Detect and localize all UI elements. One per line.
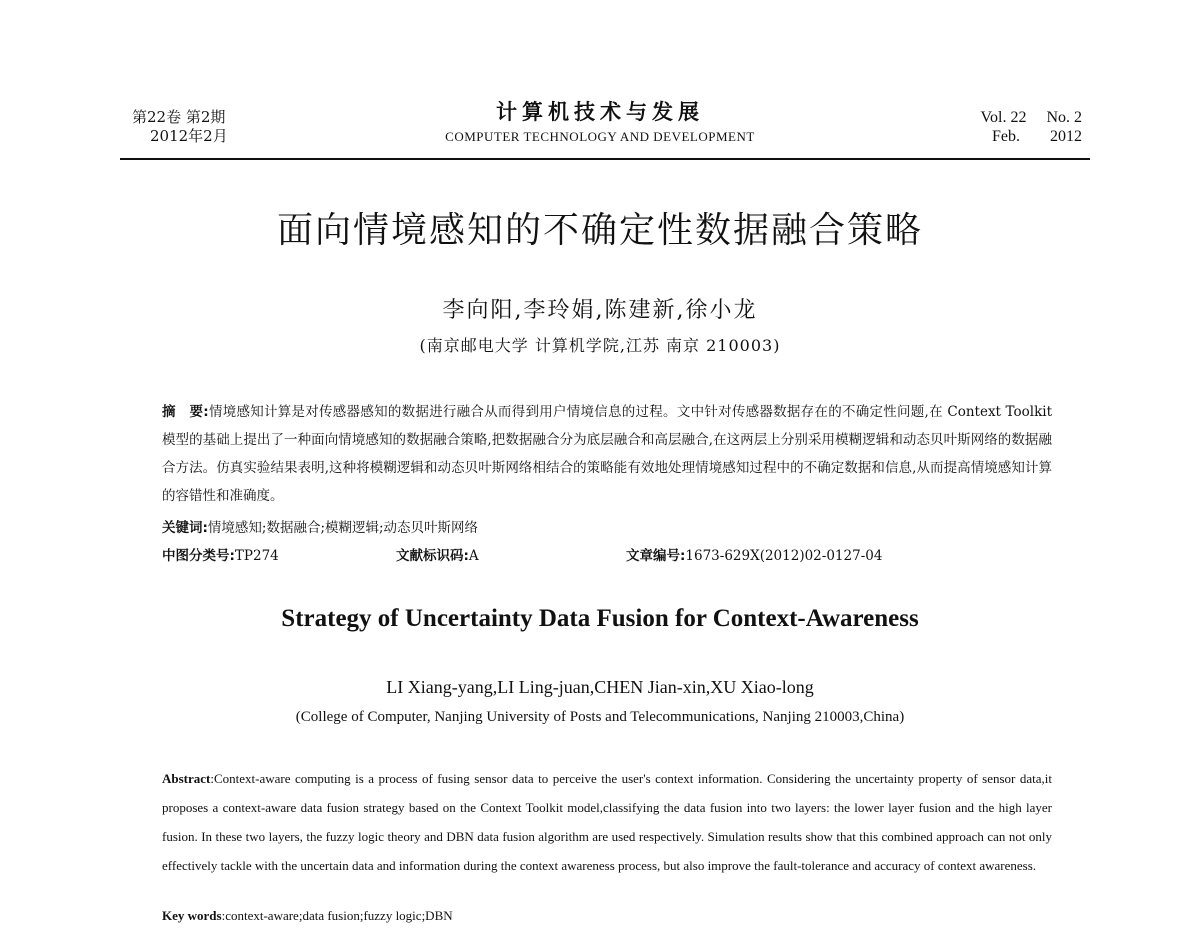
abstract-cn bbox=[162, 398, 1052, 510]
abstract-en-text: :Context-aware computing is a process of fusing sensor data to perceive the user's context information. Considering the uncertainty property of sensor data,it proposes a context-aware data fusion strategy based on the Context Toolkit model,classifying the data fusion into two layers: the lower layer fusion and the high layer fusion. In these two layers, the fuzzy logic theory and DBN data fusion algorithm are used respectively. Simulation results show that this combined approach can not only effectively tackle with the uncertain data and information during the context awareness process, but also improve the fault-tolerance and accuracy of context awareness. bbox=[162, 771, 1052, 873]
paper-title-en: Strategy of Uncertainty Data Fusion for Context-Awareness bbox=[281, 605, 919, 632]
abstract-cn-label: 摘 要: bbox=[162, 404, 209, 420]
volume-issue-cn: 第22卷 第2期 bbox=[132, 108, 226, 126]
year-en: 2012 bbox=[1050, 128, 1082, 145]
clc-value: TP274 bbox=[234, 548, 279, 564]
keywords-cn bbox=[162, 516, 478, 540]
keywords-cn-text: 情境感知;数据融合;模糊逻辑;动态贝叶斯网络 bbox=[207, 520, 479, 536]
header-volume-en bbox=[981, 108, 1083, 146]
issue-en: No. 2 bbox=[1046, 109, 1082, 126]
document-code bbox=[396, 544, 479, 568]
paper-title-cn: 面向情境感知的不确定性数据融合策略 bbox=[276, 210, 923, 251]
abstract-cn-text: 情境感知计算是对传感器感知的数据进行融合从而得到用户情境信息的过程。文中针对传感器数据存在的不确定性问题,在 Context Toolkit 模型的基础上提出了一种面向情境感知的数据融合策略,把数据融合分为底层融合和高层融合,在这两层上分别采用模糊逻辑和动态贝叶斯网络的数据融合方法。仿真实验结果表明,这种将模糊逻辑和动态贝叶斯网络相结合的策略能有效地处理情境感知过程中的不确定数据和信息,从而提高情境感知计算的容错性和准确度。 bbox=[162, 404, 1052, 504]
volume-en: Vol. 22 bbox=[980, 109, 1027, 126]
keywords-en bbox=[162, 904, 453, 928]
authors-en: LI Xiang-yang,LI Ling-juan,CHEN Jian-xin,XU Xiao-long bbox=[386, 677, 814, 697]
article-no-label: 文章编号: bbox=[626, 548, 686, 564]
authors-cn: 李向阳,李玲娟,陈建新,徐小龙 bbox=[442, 298, 758, 323]
keywords-en-text: :context-aware;data fusion;fuzzy logic;DBN bbox=[221, 908, 453, 923]
abstract-en bbox=[162, 764, 1052, 880]
doc-code-label: 文献标识码: bbox=[396, 548, 469, 564]
abstract-en-label: Abstract bbox=[162, 771, 211, 786]
doc-code-value: A bbox=[468, 548, 479, 564]
clc-number bbox=[162, 544, 279, 568]
clc-label: 中图分类号: bbox=[162, 548, 235, 564]
header-divider bbox=[120, 158, 1090, 160]
article-number bbox=[626, 544, 882, 568]
date-cn: 2012年2月 bbox=[150, 127, 228, 145]
affiliation-en: (College of Computer, Nanjing University of Posts and Telecommunications, Nanjing 210003,China) bbox=[295, 709, 905, 725]
affiliation-cn: (南京邮电大学 计算机学院,江苏 南京 210003) bbox=[419, 336, 781, 355]
keywords-cn-label: 关键词: bbox=[162, 520, 208, 536]
keywords-en-label: Key words bbox=[162, 908, 222, 923]
journal-title-cn: 计算机技术与发展 bbox=[496, 100, 704, 124]
article-no-value: 1673-629X(2012)02-0127-04 bbox=[685, 548, 883, 564]
month-en: Feb. bbox=[992, 128, 1020, 145]
journal-title-en: COMPUTER TECHNOLOGY AND DEVELOPMENT bbox=[445, 129, 755, 144]
